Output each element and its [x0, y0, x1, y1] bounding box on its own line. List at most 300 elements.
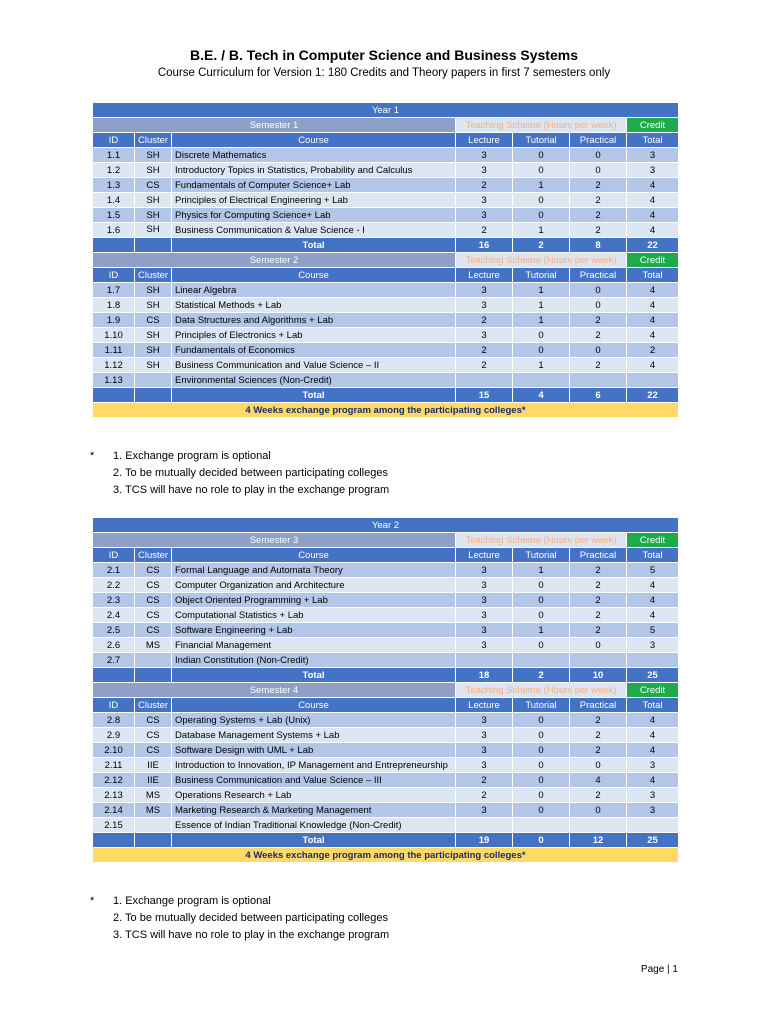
column-header-id: ID [93, 698, 135, 713]
curriculum-table-year-1 [92, 102, 679, 418]
credit-total: 4 [627, 358, 679, 373]
teaching-scheme-header: Teaching Scheme (Hours per week) [456, 118, 627, 133]
tutorial-hours: 0 [513, 728, 570, 743]
column-header-lecture: Lecture [456, 133, 513, 148]
practical-hours: 2 [570, 728, 627, 743]
course-name: Object Oriented Programming + Lab [172, 593, 456, 608]
page-number: Page | 1 [640, 964, 678, 975]
exchange-program-row [93, 848, 679, 863]
course-cluster: SH [135, 208, 172, 223]
table-row [93, 743, 679, 758]
table-row [93, 193, 679, 208]
lecture-hours: 3 [456, 743, 513, 758]
credit-total: 3 [627, 163, 679, 178]
practical-hours: 2 [570, 178, 627, 193]
tutorial-hours: 0 [513, 578, 570, 593]
table-row [93, 563, 679, 578]
course-id: 1.12 [93, 358, 135, 373]
course-name: Physics for Computing Science+ Lab [172, 208, 456, 223]
lecture-hours: 3 [456, 638, 513, 653]
lecture-hours: 2 [456, 773, 513, 788]
lecture-hours [456, 373, 513, 388]
credit-total: 4 [627, 728, 679, 743]
course-id: 1.6 [93, 223, 135, 238]
lecture-hours: 3 [456, 208, 513, 223]
table-row [93, 208, 679, 223]
exchange-notes [90, 448, 389, 499]
practical-hours: 2 [570, 313, 627, 328]
column-header-course: Course [172, 133, 456, 148]
course-name: Marketing Research & Marketing Management [172, 803, 456, 818]
total-label: Total [172, 388, 456, 403]
total-practical: 10 [570, 668, 627, 683]
course-id: 1.10 [93, 328, 135, 343]
credit-total: 4 [627, 208, 679, 223]
credit-header: Credit [627, 253, 679, 268]
course-name: Introduction to Innovation, IP Management and Entrepreneurship [172, 758, 456, 773]
course-cluster: CS [135, 178, 172, 193]
semester-total-row [93, 833, 679, 848]
tutorial-hours: 1 [513, 623, 570, 638]
note-item: 3. TCS will have no role to play in the exchange program [113, 929, 390, 941]
course-name: Business Communication and Value Science – II [172, 358, 456, 373]
column-header-lecture: Lecture [456, 268, 513, 283]
course-cluster: CS [135, 563, 172, 578]
practical-hours: 2 [570, 193, 627, 208]
total-tutorial: 0 [513, 833, 570, 848]
course-name: Database Management Systems + Lab [172, 728, 456, 743]
total-spacer [93, 238, 135, 253]
practical-hours: 2 [570, 563, 627, 578]
semester-total-row [93, 238, 679, 253]
semester-header-row [93, 118, 679, 133]
asterisk-marker: * [90, 450, 95, 462]
year-label: Year 2 [93, 518, 679, 533]
course-cluster: SH [135, 358, 172, 373]
tutorial-hours [513, 653, 570, 668]
exchange-program-note: 4 Weeks exchange program among the participating colleges* [93, 403, 679, 418]
table-row [93, 298, 679, 313]
practical-hours: 2 [570, 713, 627, 728]
credit-header: Credit [627, 118, 679, 133]
credit-total: 4 [627, 283, 679, 298]
credit-total: 4 [627, 713, 679, 728]
notes-list [90, 893, 389, 944]
table-row [93, 788, 679, 803]
table-row [93, 148, 679, 163]
credit-total: 2 [627, 343, 679, 358]
table-row [93, 818, 679, 833]
lecture-hours: 3 [456, 148, 513, 163]
total-spacer [135, 388, 172, 403]
tutorial-hours: 0 [513, 343, 570, 358]
teaching-scheme-header: Teaching Scheme (Hours per week) [456, 533, 627, 548]
course-name: Indian Constitution (Non-Credit) [172, 653, 456, 668]
course-cluster [135, 373, 172, 388]
total-practical: 6 [570, 388, 627, 403]
column-header-course: Course [172, 268, 456, 283]
column-header-cluster: Cluster [135, 698, 172, 713]
notes-list [90, 448, 389, 499]
total-spacer [135, 833, 172, 848]
table-row [93, 163, 679, 178]
semester-label: Semester 2 [93, 253, 456, 268]
column-header-id: ID [93, 133, 135, 148]
credit-total: 3 [627, 803, 679, 818]
course-cluster: MS [135, 803, 172, 818]
course-id: 2.5 [93, 623, 135, 638]
course-cluster: SH [135, 298, 172, 313]
total-spacer [93, 388, 135, 403]
credit-total: 4 [627, 298, 679, 313]
practical-hours: 2 [570, 328, 627, 343]
course-cluster: CS [135, 578, 172, 593]
course-cluster: IIE [135, 773, 172, 788]
column-header-id: ID [93, 548, 135, 563]
course-name: Business Communication and Value Science – III [172, 773, 456, 788]
total-label: Total [172, 833, 456, 848]
course-id: 2.6 [93, 638, 135, 653]
practical-hours: 2 [570, 593, 627, 608]
exchange-program-note: 4 Weeks exchange program among the participating colleges* [93, 848, 679, 863]
tutorial-hours: 0 [513, 608, 570, 623]
course-id: 2.1 [93, 563, 135, 578]
table-row [93, 728, 679, 743]
lecture-hours: 3 [456, 713, 513, 728]
course-name: Formal Language and Automata Theory [172, 563, 456, 578]
column-header-total: Total [627, 548, 679, 563]
tutorial-hours: 1 [513, 563, 570, 578]
table-row [93, 578, 679, 593]
total-practical: 12 [570, 833, 627, 848]
column-header-row [93, 548, 679, 563]
lecture-hours: 3 [456, 623, 513, 638]
practical-hours: 2 [570, 623, 627, 638]
semester-total-row [93, 668, 679, 683]
practical-hours [570, 653, 627, 668]
table-row [93, 608, 679, 623]
course-id: 2.8 [93, 713, 135, 728]
tutorial-hours: 1 [513, 298, 570, 313]
credit-total: 4 [627, 223, 679, 238]
credit-total: 4 [627, 593, 679, 608]
course-id: 2.4 [93, 608, 135, 623]
practical-hours: 2 [570, 358, 627, 373]
course-id: 1.11 [93, 343, 135, 358]
lecture-hours: 2 [456, 178, 513, 193]
semester-label: Semester 3 [93, 533, 456, 548]
note-item: 3. TCS will have no role to play in the exchange program [113, 484, 390, 496]
table-row [93, 623, 679, 638]
practical-hours: 0 [570, 148, 627, 163]
course-cluster: MS [135, 788, 172, 803]
note-item: 1. Exchange program is optional [113, 895, 271, 907]
semester-total-row [93, 388, 679, 403]
year-header-row [93, 518, 679, 533]
total-credit: 25 [627, 833, 679, 848]
total-credit: 22 [627, 238, 679, 253]
total-tutorial: 2 [513, 668, 570, 683]
table-row [93, 758, 679, 773]
column-header-row [93, 698, 679, 713]
practical-hours: 2 [570, 578, 627, 593]
column-header-tutorial: Tutorial [513, 548, 570, 563]
course-id: 1.8 [93, 298, 135, 313]
table-row [93, 283, 679, 298]
credit-total: 3 [627, 788, 679, 803]
tutorial-hours [513, 818, 570, 833]
asterisk-marker: * [90, 895, 95, 907]
column-header-course: Course [172, 698, 456, 713]
course-cluster: SH [135, 283, 172, 298]
column-header-row [93, 133, 679, 148]
practical-hours: 2 [570, 208, 627, 223]
course-name: Software Engineering + Lab [172, 623, 456, 638]
course-name: Data Structures and Algorithms + Lab [172, 313, 456, 328]
practical-hours: 0 [570, 343, 627, 358]
total-lecture: 18 [456, 668, 513, 683]
course-name: Essence of Indian Traditional Knowledge (Non-Credit) [172, 818, 456, 833]
column-header-total: Total [627, 698, 679, 713]
course-name: Environmental Sciences (Non-Credit) [172, 373, 456, 388]
table-row [93, 328, 679, 343]
exchange-notes [90, 893, 389, 944]
lecture-hours: 3 [456, 578, 513, 593]
tutorial-hours: 0 [513, 163, 570, 178]
total-spacer [93, 668, 135, 683]
course-name: Introductory Topics in Statistics, Probability and Calculus [172, 163, 456, 178]
practical-hours: 0 [570, 163, 627, 178]
course-cluster: SH [135, 148, 172, 163]
lecture-hours: 3 [456, 758, 513, 773]
course-name: Statistical Methods + Lab [172, 298, 456, 313]
tutorial-hours: 1 [513, 313, 570, 328]
column-header-lecture: Lecture [456, 698, 513, 713]
course-id: 2.11 [93, 758, 135, 773]
lecture-hours: 2 [456, 223, 513, 238]
credit-header: Credit [627, 533, 679, 548]
table-row [93, 343, 679, 358]
course-id: 2.14 [93, 803, 135, 818]
course-id: 1.4 [93, 193, 135, 208]
lecture-hours [456, 818, 513, 833]
credit-total [627, 818, 679, 833]
practical-hours: 2 [570, 788, 627, 803]
course-name: Software Design with UML + Lab [172, 743, 456, 758]
column-header-practical: Practical [570, 548, 627, 563]
total-credit: 22 [627, 388, 679, 403]
course-id: 2.12 [93, 773, 135, 788]
course-id: 1.9 [93, 313, 135, 328]
table-row [93, 638, 679, 653]
tutorial-hours: 1 [513, 178, 570, 193]
note-item: 2. To be mutually decided between participating colleges [113, 467, 388, 479]
practical-hours [570, 373, 627, 388]
total-practical: 8 [570, 238, 627, 253]
semester-header-row [93, 533, 679, 548]
course-name: Fundamentals of Economics [172, 343, 456, 358]
lecture-hours: 2 [456, 358, 513, 373]
practical-hours: 0 [570, 803, 627, 818]
total-lecture: 16 [456, 238, 513, 253]
tutorial-hours: 1 [513, 358, 570, 373]
semester-label: Semester 4 [93, 683, 456, 698]
total-spacer [135, 238, 172, 253]
credit-total: 3 [627, 758, 679, 773]
year-header-row [93, 103, 679, 118]
course-cluster: SH [135, 343, 172, 358]
tutorial-hours [513, 373, 570, 388]
semester-header-row [93, 253, 679, 268]
course-cluster [135, 653, 172, 668]
lecture-hours: 3 [456, 298, 513, 313]
course-id: 1.7 [93, 283, 135, 298]
tutorial-hours: 0 [513, 328, 570, 343]
practical-hours: 4 [570, 773, 627, 788]
total-label: Total [172, 668, 456, 683]
total-spacer [135, 668, 172, 683]
teaching-scheme-header: Teaching Scheme (Hours per week) [456, 253, 627, 268]
column-header-total: Total [627, 133, 679, 148]
table-row [93, 803, 679, 818]
course-name: Principles of Electronics + Lab [172, 328, 456, 343]
total-credit: 25 [627, 668, 679, 683]
course-id: 1.3 [93, 178, 135, 193]
course-cluster: CS [135, 608, 172, 623]
column-header-cluster: Cluster [135, 548, 172, 563]
practical-hours: 0 [570, 758, 627, 773]
credit-total [627, 373, 679, 388]
tutorial-hours: 0 [513, 803, 570, 818]
tutorial-hours: 1 [513, 223, 570, 238]
course-name: Business Communication & Value Science - I [172, 223, 456, 238]
total-spacer [93, 833, 135, 848]
practical-hours: 2 [570, 743, 627, 758]
credit-total [627, 653, 679, 668]
course-cluster: SH [135, 223, 172, 238]
credit-total: 4 [627, 578, 679, 593]
course-id: 2.13 [93, 788, 135, 803]
lecture-hours: 3 [456, 283, 513, 298]
table-row [93, 223, 679, 238]
curriculum-table-year-2 [92, 517, 679, 863]
lecture-hours [456, 653, 513, 668]
semester-header-row [93, 683, 679, 698]
course-name: Fundamentals of Computer Science+ Lab [172, 178, 456, 193]
tutorial-hours: 0 [513, 758, 570, 773]
credit-total: 4 [627, 773, 679, 788]
column-header-row [93, 268, 679, 283]
tutorial-hours: 0 [513, 208, 570, 223]
column-header-course: Course [172, 548, 456, 563]
total-label: Total [172, 238, 456, 253]
teaching-scheme-header: Teaching Scheme (Hours per week) [456, 683, 627, 698]
column-header-lecture: Lecture [456, 548, 513, 563]
course-cluster: SH [135, 163, 172, 178]
course-id: 2.10 [93, 743, 135, 758]
course-name: Principles of Electrical Engineering + Lab [172, 193, 456, 208]
credit-total: 5 [627, 563, 679, 578]
lecture-hours: 2 [456, 313, 513, 328]
note-item: 1. Exchange program is optional [113, 450, 271, 462]
tutorial-hours: 0 [513, 743, 570, 758]
column-header-practical: Practical [570, 698, 627, 713]
lecture-hours: 3 [456, 803, 513, 818]
table-row [93, 653, 679, 668]
course-id: 2.3 [93, 593, 135, 608]
credit-total: 5 [627, 623, 679, 638]
course-cluster: CS [135, 623, 172, 638]
course-id: 2.15 [93, 818, 135, 833]
column-header-practical: Practical [570, 268, 627, 283]
lecture-hours: 2 [456, 343, 513, 358]
column-header-practical: Practical [570, 133, 627, 148]
note-item: 2. To be mutually decided between participating colleges [113, 912, 388, 924]
semester-label: Semester 1 [93, 118, 456, 133]
year-label: Year 1 [93, 103, 679, 118]
credit-total: 4 [627, 313, 679, 328]
credit-total: 4 [627, 743, 679, 758]
tutorial-hours: 0 [513, 593, 570, 608]
table-row [93, 178, 679, 193]
tutorial-hours: 0 [513, 638, 570, 653]
tutorial-hours: 0 [513, 788, 570, 803]
table-row [93, 373, 679, 388]
column-header-tutorial: Tutorial [513, 268, 570, 283]
practical-hours: 0 [570, 298, 627, 313]
exchange-program-row [93, 403, 679, 418]
lecture-hours: 3 [456, 563, 513, 578]
course-id: 1.2 [93, 163, 135, 178]
table-row [93, 713, 679, 728]
practical-hours: 2 [570, 608, 627, 623]
credit-total: 3 [627, 638, 679, 653]
lecture-hours: 3 [456, 328, 513, 343]
practical-hours: 0 [570, 638, 627, 653]
credit-total: 3 [627, 148, 679, 163]
column-header-tutorial: Tutorial [513, 698, 570, 713]
document-subtitle: Course Curriculum for Version 1: 180 Credits and Theory papers in first 7 semesters only [157, 67, 611, 79]
credit-total: 4 [627, 328, 679, 343]
table-row [93, 358, 679, 373]
tutorial-hours: 0 [513, 713, 570, 728]
practical-hours [570, 818, 627, 833]
course-name: Computational Statistics + Lab [172, 608, 456, 623]
table-row [93, 313, 679, 328]
course-cluster: SH [135, 328, 172, 343]
lecture-hours: 3 [456, 163, 513, 178]
course-cluster: CS [135, 313, 172, 328]
total-lecture: 15 [456, 388, 513, 403]
course-cluster: CS [135, 728, 172, 743]
course-id: 1.13 [93, 373, 135, 388]
course-name: Operations Research + Lab [172, 788, 456, 803]
column-header-cluster: Cluster [135, 133, 172, 148]
document-title: B.E. / B. Tech in Computer Science and Business Systems [190, 47, 578, 63]
course-id: 2.7 [93, 653, 135, 668]
column-header-id: ID [93, 268, 135, 283]
lecture-hours: 3 [456, 593, 513, 608]
total-lecture: 19 [456, 833, 513, 848]
total-tutorial: 4 [513, 388, 570, 403]
lecture-hours: 3 [456, 728, 513, 743]
lecture-hours: 2 [456, 788, 513, 803]
course-cluster: IIE [135, 758, 172, 773]
course-name: Computer Organization and Architecture [172, 578, 456, 593]
tutorial-hours: 0 [513, 773, 570, 788]
tutorial-hours: 0 [513, 148, 570, 163]
practical-hours: 0 [570, 283, 627, 298]
